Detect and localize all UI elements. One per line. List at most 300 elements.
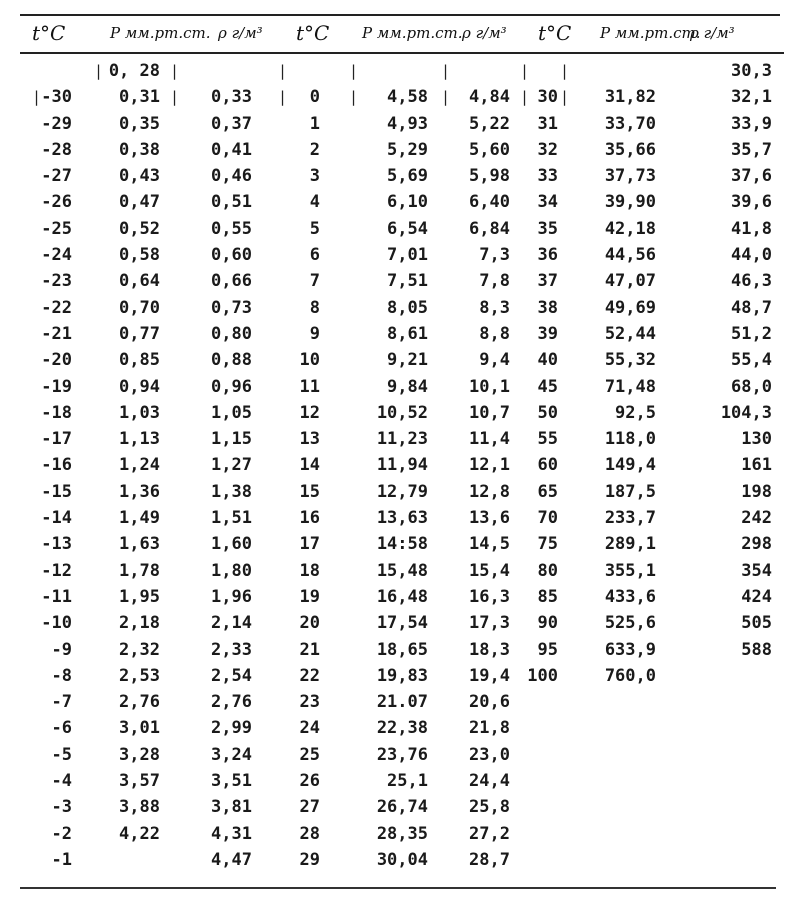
cell-p2: 16,48 — [376, 586, 428, 607]
column-separator-tick: | — [560, 62, 570, 80]
cell-p2: 11,23 — [376, 429, 428, 450]
cell-t2: 19 — [299, 586, 320, 607]
cell-p1: 1,03 — [119, 402, 160, 423]
header-t2: t°C — [296, 21, 330, 45]
cell-t3: 80 — [537, 560, 558, 581]
cell-t1: -25 — [41, 218, 72, 239]
cell-t2: 23 — [299, 692, 320, 713]
cell-p2: 23,76 — [376, 744, 428, 765]
table-body — [20, 58, 792, 873]
cell-r3: 104,3 — [720, 402, 772, 423]
cell-r3: 33,9 — [731, 113, 772, 134]
cell-r1: 1,27 — [211, 455, 252, 476]
header-p2: P мм.рт.ст. — [362, 24, 463, 42]
cell-r3: 32,1 — [731, 87, 772, 108]
cell-t3: 39 — [537, 323, 558, 344]
cell-p1: 0,52 — [119, 218, 160, 239]
cell-p1: 0,38 — [119, 139, 160, 160]
cell-r2: 10,7 — [469, 402, 510, 423]
cell-r3: 354 — [741, 560, 772, 581]
table-row — [20, 637, 792, 663]
cell-r2: 13,6 — [469, 508, 510, 529]
table-row — [20, 58, 792, 84]
cell-t2: 13 — [299, 429, 320, 450]
cell-p1: 2,53 — [119, 665, 160, 686]
table-row — [20, 505, 792, 531]
cell-r2: 4,84 — [469, 87, 510, 108]
cell-r2: 16,3 — [469, 586, 510, 607]
cell-r3: 46,3 — [731, 271, 772, 292]
table-row — [20, 610, 792, 636]
cell-p1: 3,57 — [119, 771, 160, 792]
cell-t3: 38 — [537, 297, 558, 318]
cell-p3: 187,5 — [604, 481, 656, 502]
cell-t2: 28 — [299, 823, 320, 844]
cell-t1: -8 — [51, 665, 72, 686]
header-rule — [20, 52, 784, 54]
cell-t2: 29 — [299, 849, 320, 870]
cell-p1: 1,36 — [119, 481, 160, 502]
cell-r3: 44,0 — [731, 245, 772, 266]
cell-t3: 31 — [537, 113, 558, 134]
cell-t3: 40 — [537, 350, 558, 371]
cell-r1: 1,15 — [211, 429, 252, 450]
cell-r3: 68,0 — [731, 376, 772, 397]
table-row — [20, 347, 792, 373]
cell-r2: 11,4 — [469, 429, 510, 450]
cell-t1: -11 — [41, 586, 72, 607]
table-row — [20, 84, 792, 110]
cell-t1: -27 — [41, 166, 72, 187]
cell-t2: 24 — [299, 718, 320, 739]
cell-t3: 60 — [537, 455, 558, 476]
cell-r3: 198 — [741, 481, 772, 502]
table-row — [20, 400, 792, 426]
cell-t3: 32 — [537, 139, 558, 160]
cell-p2: 5,69 — [387, 166, 428, 187]
cell-r2: 20,6 — [469, 692, 510, 713]
cell-p1: 2,18 — [119, 613, 160, 634]
cell-t3: 35 — [537, 218, 558, 239]
cell-p2: 13,63 — [376, 508, 428, 529]
table-row — [20, 847, 792, 873]
table-row — [20, 821, 792, 847]
cell-p3: 44,56 — [604, 245, 656, 266]
cell-p1: 0,31 — [119, 87, 160, 108]
cell-r3: 242 — [741, 508, 772, 529]
cell-p3: 355,1 — [604, 560, 656, 581]
cell-t3: 37 — [537, 271, 558, 292]
cell-t2: 10 — [299, 350, 320, 371]
cell-p3: 149,4 — [604, 455, 656, 476]
cell-r2: 14,5 — [469, 534, 510, 555]
table-row — [20, 768, 792, 794]
cell-t1: -13 — [41, 534, 72, 555]
header-r1: ρ г/м³ — [218, 24, 263, 42]
cell-r3: 505 — [741, 613, 772, 634]
cell-r2: 7,3 — [479, 245, 510, 266]
cell-t3: 36 — [537, 245, 558, 266]
cell-r3: 424 — [741, 586, 772, 607]
table-row — [20, 137, 792, 163]
cell-r1: 1,51 — [211, 508, 252, 529]
cell-t3: 33 — [537, 166, 558, 187]
cell-p3: 33,70 — [604, 113, 656, 134]
cell-p2: 28,35 — [376, 823, 428, 844]
cell-r3: 55,4 — [731, 350, 772, 371]
cell-r1: 0,60 — [211, 245, 252, 266]
column-separator-tick: | — [278, 88, 288, 107]
table-row — [20, 216, 792, 242]
cell-p2: 12,79 — [376, 481, 428, 502]
cell-t3: 90 — [537, 613, 558, 634]
cell-p3: 92,5 — [615, 402, 656, 423]
cell-p2: 11,94 — [376, 455, 428, 476]
header-t1: t°C — [32, 21, 66, 45]
cell-r1: 0,96 — [211, 376, 252, 397]
table-row — [20, 242, 792, 268]
cell-t1: -24 — [41, 245, 72, 266]
cell-t1: -10 — [41, 613, 72, 634]
cell-r2: 9,4 — [479, 350, 510, 371]
cell-r2: 23,0 — [469, 744, 510, 765]
cell-t3: 45 — [537, 376, 558, 397]
column-separator-tick: | — [32, 88, 42, 107]
header-r3: ρ г/м³ — [690, 24, 735, 42]
cell-r2: 5,22 — [469, 113, 510, 134]
cell-r1: 0,51 — [211, 192, 252, 213]
cell-r2: 8,3 — [479, 297, 510, 318]
cell-r2: 17,3 — [469, 613, 510, 634]
cell-t2: 22 — [299, 665, 320, 686]
column-separator-tick: | — [520, 62, 530, 80]
column-separator-tick: | — [560, 88, 570, 107]
cell-r3: 130 — [741, 429, 772, 450]
cell-t2: 8 — [309, 297, 320, 318]
cell-p1: 0,43 — [119, 166, 160, 187]
table-row — [20, 189, 792, 215]
table-row — [20, 663, 792, 689]
cell-p2: 15,48 — [376, 560, 428, 581]
column-separator-tick: | — [170, 88, 180, 107]
cell-p1: 0,85 — [119, 350, 160, 371]
cell-r2: 7,8 — [479, 271, 510, 292]
table-row — [20, 321, 792, 347]
cell-t2: 7 — [309, 271, 320, 292]
table-row — [20, 163, 792, 189]
cell-r1: 4,47 — [211, 849, 252, 870]
cell-r1: 3,24 — [211, 744, 252, 765]
cell-p2: 14:58 — [376, 534, 428, 555]
column-separator-tick: | — [278, 62, 288, 80]
cell-t2: 4 — [309, 192, 320, 213]
cell-r2: 28,7 — [469, 849, 510, 870]
cell-r1: 2,14 — [211, 613, 252, 634]
cell-r1: 0,37 — [211, 113, 252, 134]
cell-r1: 1,96 — [211, 586, 252, 607]
cell-r3: 39,6 — [731, 192, 772, 213]
table-row — [20, 479, 792, 505]
cell-r2: 19,4 — [469, 665, 510, 686]
cell-p1: 2,76 — [119, 692, 160, 713]
cell-t2: 3 — [309, 166, 320, 187]
cell-t1: -17 — [41, 429, 72, 450]
cell-r2: 25,8 — [469, 797, 510, 818]
cell-t2: 0 — [309, 87, 320, 108]
cell-r2: 12,8 — [469, 481, 510, 502]
cell-r2: 10,1 — [469, 376, 510, 397]
cell-t1: -22 — [41, 297, 72, 318]
cell-r1: 0,55 — [211, 218, 252, 239]
cell-t3: 65 — [537, 481, 558, 502]
cell-p1: 4,22 — [119, 823, 160, 844]
cell-r2: 6,84 — [469, 218, 510, 239]
cell-p2: 25,1 — [387, 771, 428, 792]
cell-r3: 588 — [741, 639, 772, 660]
cell-r1: 2,54 — [211, 665, 252, 686]
cell-p1: 3,01 — [119, 718, 160, 739]
cell-r1: 1,60 — [211, 534, 252, 555]
cell-t1: -26 — [41, 192, 72, 213]
cell-t2: 2 — [309, 139, 320, 160]
column-separator-tick: | — [170, 62, 180, 80]
table-row — [20, 742, 792, 768]
cell-p1: 0,47 — [119, 192, 160, 213]
cell-p3: 55,32 — [604, 350, 656, 371]
table-row — [20, 558, 792, 584]
cell-r1: 3,51 — [211, 771, 252, 792]
cell-t3: 100 — [527, 665, 558, 686]
cell-p1: 0, 28 — [108, 61, 160, 81]
table-row — [20, 689, 792, 715]
cell-r3: 35,7 — [731, 139, 772, 160]
cell-t2: 25 — [299, 744, 320, 765]
cell-t3: 85 — [537, 586, 558, 607]
cell-r1: 2,99 — [211, 718, 252, 739]
cell-p2: 9,21 — [387, 350, 428, 371]
cell-p3: 525,6 — [604, 613, 656, 634]
cell-r2: 8,8 — [479, 323, 510, 344]
cell-t1: -23 — [41, 271, 72, 292]
cell-p1: 1,95 — [119, 586, 160, 607]
cell-t1: -14 — [41, 508, 72, 529]
cell-r2: 21,8 — [469, 718, 510, 739]
cell-t2: 14 — [299, 455, 320, 476]
cell-t2: 17 — [299, 534, 320, 555]
cell-t2: 26 — [299, 771, 320, 792]
cell-t2: 16 — [299, 508, 320, 529]
cell-p2: 17,54 — [376, 613, 428, 634]
cell-p2: 21.07 — [376, 692, 428, 713]
cell-t2: 15 — [299, 481, 320, 502]
cell-t1: -3 — [51, 797, 72, 818]
cell-t1: -9 — [51, 639, 72, 660]
cell-t1: -20 — [41, 350, 72, 371]
cell-t1: -28 — [41, 139, 72, 160]
cell-t1: -4 — [51, 771, 72, 792]
cell-r3: 161 — [741, 455, 772, 476]
column-separator-tick: | — [349, 62, 359, 80]
cell-p1: 0,77 — [119, 323, 160, 344]
cell-p3: 37,73 — [604, 166, 656, 187]
cell-t3: 70 — [537, 508, 558, 529]
cell-p1: 1,63 — [119, 534, 160, 555]
column-separator-tick: | — [441, 88, 451, 107]
cell-p2: 18,65 — [376, 639, 428, 660]
cell-p1: 0,64 — [119, 271, 160, 292]
cell-p2: 7,51 — [387, 271, 428, 292]
cell-p3: 52,44 — [604, 323, 656, 344]
cell-t1: -6 — [51, 718, 72, 739]
cell-t2: 6 — [309, 245, 320, 266]
cell-t3: 75 — [537, 534, 558, 555]
header-r2: ρ г/м³ — [462, 24, 507, 42]
cell-r1: 1,38 — [211, 481, 252, 502]
cell-p3: 118,0 — [604, 429, 656, 450]
cell-p3: 633,9 — [604, 639, 656, 660]
cell-p3: 39,90 — [604, 192, 656, 213]
cell-t1: -18 — [41, 402, 72, 423]
cell-p1: 0,94 — [119, 376, 160, 397]
cell-p1: 1,24 — [119, 455, 160, 476]
cell-t1: -29 — [41, 113, 72, 134]
cell-p2: 5,29 — [387, 139, 428, 160]
column-separator-tick: | — [520, 88, 530, 107]
table-row — [20, 374, 792, 400]
cell-r1: 0,73 — [211, 297, 252, 318]
cell-t1: -7 — [51, 692, 72, 713]
cell-r1: 2,33 — [211, 639, 252, 660]
cell-p2: 26,74 — [376, 797, 428, 818]
cell-p2: 8,61 — [387, 323, 428, 344]
cell-t2: 27 — [299, 797, 320, 818]
cell-t2: 20 — [299, 613, 320, 634]
cell-t2: 1 — [309, 113, 320, 134]
cell-t1: -1 — [51, 849, 72, 870]
cell-r2: 27,2 — [469, 823, 510, 844]
cell-p1: 3,88 — [119, 797, 160, 818]
cell-t3: 55 — [537, 429, 558, 450]
table-row — [20, 268, 792, 294]
cell-p2: 8,05 — [387, 297, 428, 318]
cell-p3: 233,7 — [604, 508, 656, 529]
cell-t1: -30 — [41, 87, 72, 108]
cell-r1: 0,80 — [211, 323, 252, 344]
cell-r2: 5,98 — [469, 166, 510, 187]
cell-r1: 0,88 — [211, 350, 252, 371]
cell-r2: 12,1 — [469, 455, 510, 476]
header-p1: P мм.рт.ст. — [110, 24, 211, 42]
cell-r2: 5,60 — [469, 139, 510, 160]
cell-p1: 0,35 — [119, 113, 160, 134]
cell-p1: 0,70 — [119, 297, 160, 318]
cell-t2: 5 — [309, 218, 320, 239]
cell-p2: 6,54 — [387, 218, 428, 239]
cell-p3: 49,69 — [604, 297, 656, 318]
cell-r2: 15,4 — [469, 560, 510, 581]
table-row — [20, 295, 792, 321]
cell-t1: -5 — [51, 744, 72, 765]
cell-p2: 7,01 — [387, 245, 428, 266]
cell-r2: 24,4 — [469, 771, 510, 792]
header-p3: P мм.рт.ст. — [600, 24, 701, 42]
bottom-rule — [20, 887, 776, 889]
cell-p2: 4,58 — [387, 87, 428, 108]
cell-r1: 0,33 — [211, 87, 252, 108]
cell-p3: 31,82 — [604, 87, 656, 108]
table-row — [20, 584, 792, 610]
cell-t2: 12 — [299, 402, 320, 423]
cell-r3: 41,8 — [731, 218, 772, 239]
cell-p3: 71,48 — [604, 376, 656, 397]
cell-r1: 1,05 — [211, 402, 252, 423]
header-t3: t°C — [538, 21, 572, 45]
cell-r3: 51,2 — [731, 323, 772, 344]
cell-p1: 1,13 — [119, 429, 160, 450]
cell-t1: -16 — [41, 455, 72, 476]
cell-t1: -15 — [41, 481, 72, 502]
table-row — [20, 531, 792, 557]
cell-t3: 95 — [537, 639, 558, 660]
cell-p3: 35,66 — [604, 139, 656, 160]
cell-p1: 1,78 — [119, 560, 160, 581]
table-row — [20, 426, 792, 452]
cell-r1: 1,80 — [211, 560, 252, 581]
cell-p2: 22,38 — [376, 718, 428, 739]
cell-t3: 30 — [537, 87, 558, 108]
cell-r2: 18,3 — [469, 639, 510, 660]
cell-r1: 2,76 — [211, 692, 252, 713]
table-row — [20, 794, 792, 820]
cell-r1: 4,31 — [211, 823, 252, 844]
cell-p2: 30,04 — [376, 849, 428, 870]
cell-p1: 1,49 — [119, 508, 160, 529]
cell-r3: 30,3 — [731, 61, 772, 81]
cell-p2: 6,10 — [387, 192, 428, 213]
cell-t3: 34 — [537, 192, 558, 213]
cell-r1: 0,46 — [211, 166, 252, 187]
cell-t2: 9 — [309, 323, 320, 344]
cell-t2: 18 — [299, 560, 320, 581]
cell-t1: -2 — [51, 823, 72, 844]
cell-p3: 289,1 — [604, 534, 656, 555]
cell-p2: 19,83 — [376, 665, 428, 686]
cell-t1: -19 — [41, 376, 72, 397]
cell-p2: 10,52 — [376, 402, 428, 423]
cell-p2: 4,93 — [387, 113, 428, 134]
cell-t2: 11 — [299, 376, 320, 397]
cell-r1: 3,81 — [211, 797, 252, 818]
cell-p3: 47,07 — [604, 271, 656, 292]
cell-p3: 433,6 — [604, 586, 656, 607]
cell-r3: 37,6 — [731, 166, 772, 187]
cell-p1: 3,28 — [119, 744, 160, 765]
cell-p3: 42,18 — [604, 218, 656, 239]
cell-p1: 2,32 — [119, 639, 160, 660]
column-separator-tick: | — [349, 88, 359, 107]
cell-p3: 760,0 — [604, 665, 656, 686]
cell-r3: 298 — [741, 534, 772, 555]
cell-t2: 21 — [299, 639, 320, 660]
cell-r3: 48,7 — [731, 297, 772, 318]
table-row — [20, 715, 792, 741]
cell-p1: 0,58 — [119, 245, 160, 266]
cell-r1: 0,41 — [211, 139, 252, 160]
column-separator-tick: | — [94, 62, 104, 80]
cell-t1: -12 — [41, 560, 72, 581]
cell-p2: 9,84 — [387, 376, 428, 397]
cell-t3: 50 — [537, 402, 558, 423]
